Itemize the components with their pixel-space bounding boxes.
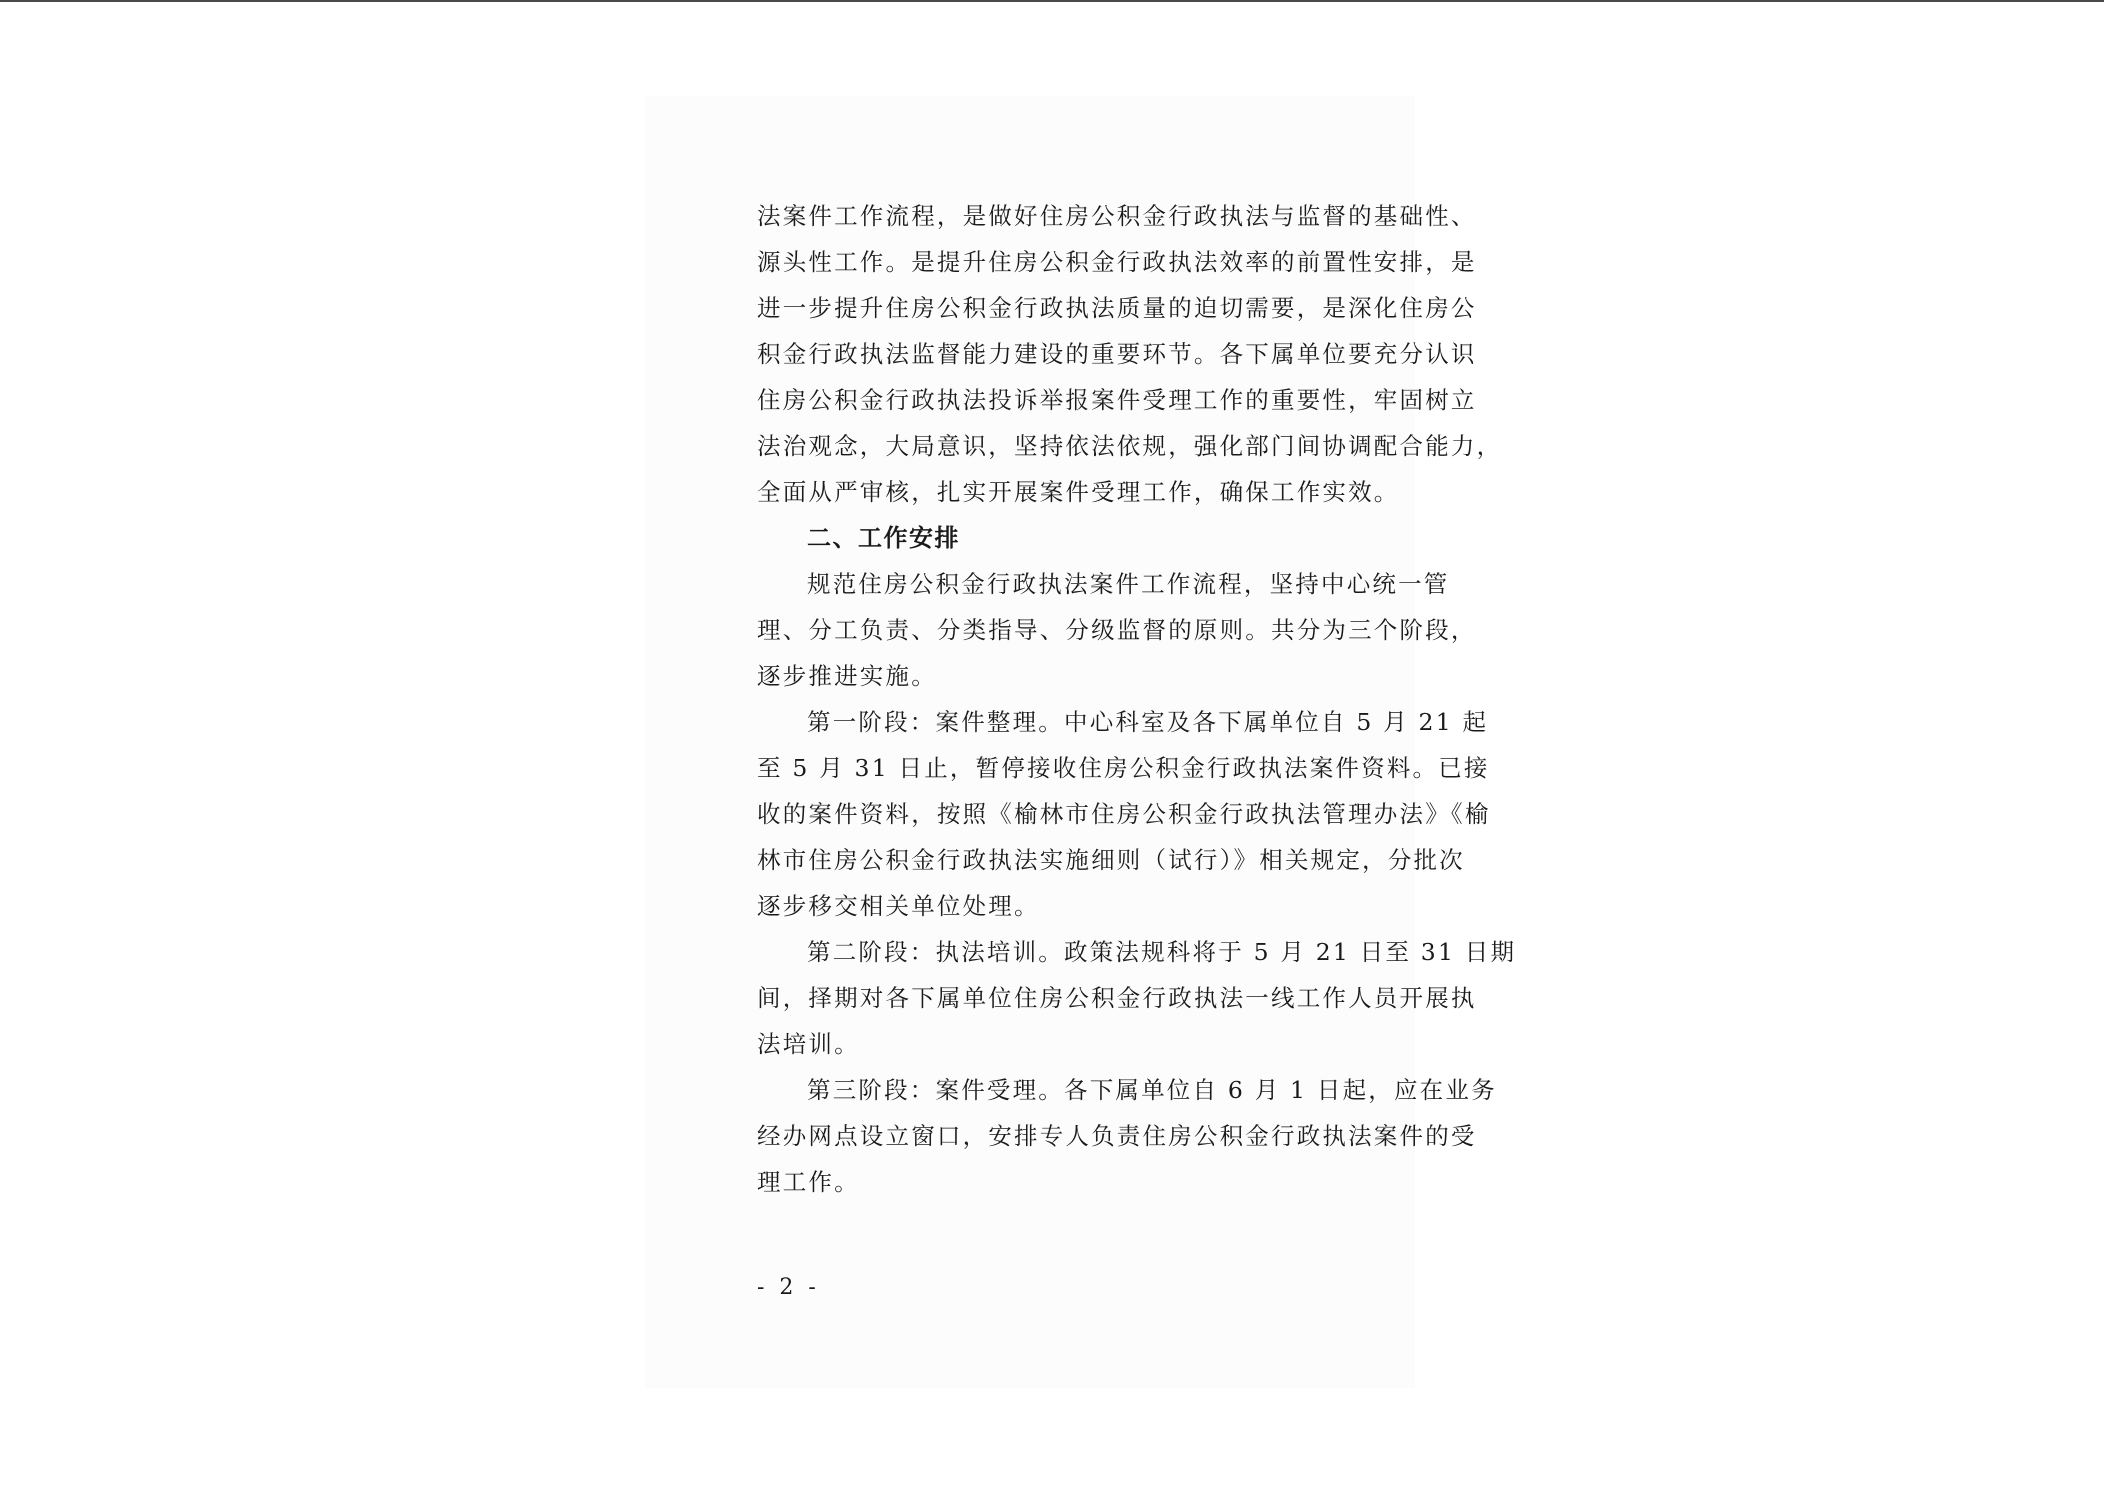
text-line: 法培训。 <box>757 1030 860 1058</box>
text-line: 第一阶段：案件整理。中心科室及各下属单位自 5 月 21 起 <box>807 708 1489 736</box>
text-line: 经办网点设立窗口，安排专人负责住房公积金行政执法案件的受 <box>757 1122 1477 1150</box>
text-line: 理工作。 <box>757 1168 860 1196</box>
text-line: 积金行政执法监督能力建设的重要环节。各下属单位要充分认识 <box>757 340 1477 368</box>
text-line: 理、分工负责、分类指导、分级监督的原则。共分为三个阶段， <box>757 616 1477 644</box>
text-line: 法案件工作流程，是做好住房公积金行政执法与监督的基础性、 <box>757 202 1477 230</box>
text-line: 第三阶段：案件受理。各下属单位自 6 月 1 日起，应在业务 <box>807 1076 1497 1104</box>
text-line: 第二阶段：执法培训。政策法规科将于 5 月 21 日至 31 日期 <box>807 938 1517 966</box>
text-line: 规范住房公积金行政执法案件工作流程，坚持中心统一管 <box>807 570 1450 598</box>
text-line: 住房公积金行政执法投诉举报案件受理工作的重要性，牢固树立 <box>757 386 1477 414</box>
text-line: 间，择期对各下属单位住房公积金行政执法一线工作人员开展执 <box>757 984 1477 1012</box>
text-line: 逐步移交相关单位处理。 <box>757 892 1040 920</box>
text-line: 全面从严审核，扎实开展案件受理工作，确保工作实效。 <box>757 478 1400 506</box>
text-line: 进一步提升住房公积金行政执法质量的迫切需要，是深化住房公 <box>757 294 1477 322</box>
text-line: 法治观念，大局意识，坚持依法依规，强化部门间协调配合能力， <box>757 432 1503 460</box>
scan-border-top <box>0 0 2104 2</box>
text-line: 源头性工作。是提升住房公积金行政执法效率的前置性安排，是 <box>757 248 1477 276</box>
text-line: 林市住房公积金行政执法实施细则（试行）》相关规定，分批次 <box>757 846 1465 874</box>
section-heading: 二、工作安排 <box>807 524 960 552</box>
text-line: 逐步推进实施。 <box>757 662 937 690</box>
document-body <box>757 193 1517 1205</box>
page-number: - 2 - <box>757 1275 820 1300</box>
text-line: 收的案件资料，按照《榆林市住房公积金行政执法管理办法》《榆 <box>757 800 1491 828</box>
text-line: 至 5 月 31 日止，暂停接收住房公积金行政执法案件资料。已接 <box>757 754 1490 782</box>
